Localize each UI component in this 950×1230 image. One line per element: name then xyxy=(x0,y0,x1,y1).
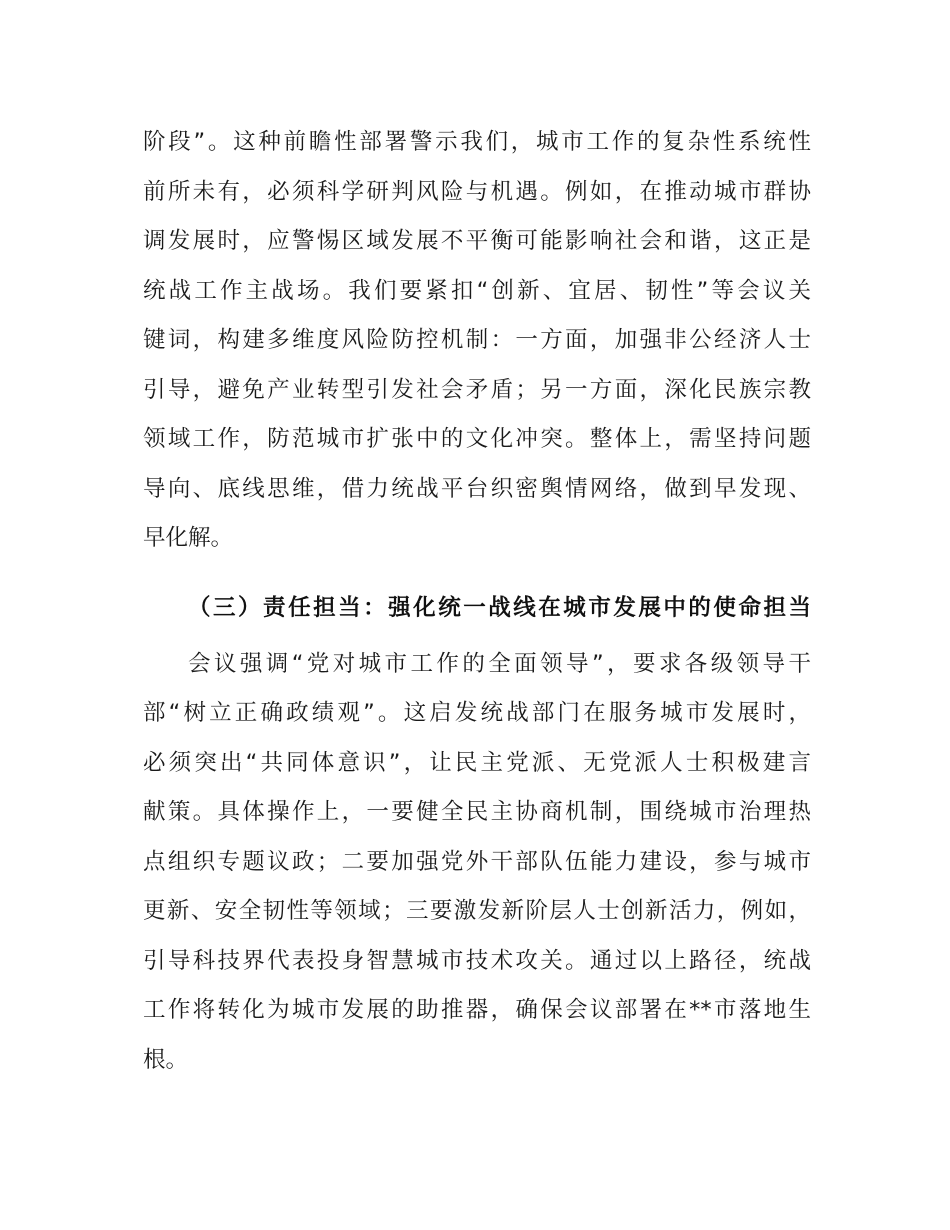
paragraph-line: 引导，避免产业转型引发社会矛盾；另一方面，深化民族宗教 xyxy=(143,376,811,403)
paragraph-line: 领域工作，防范城市扩张中的文化冲突。整体上，需坚持问题 xyxy=(143,426,811,452)
paragraph-line: 献策。具体操作上，一要健全民主协商机制，围绕城市治理热 xyxy=(143,799,811,825)
paragraph-line: 更新、安全韧性等领域；三要激发新阶层人士创新活力，例如， xyxy=(143,898,811,924)
paragraph-line: 早化解。 xyxy=(143,525,234,551)
paragraph-line: 统战工作主战场。我们要紧扣“创新、宜居、韧性”等会议关 xyxy=(143,277,811,304)
paragraph-line: 工作将转化为城市发展的助推器，确保会议部署在**市落地生 xyxy=(143,997,811,1023)
paragraph-line: 会议强调“党对城市工作的全面领导”，要求各级领导干 xyxy=(188,650,811,677)
paragraph-line: 点组织专题议政；二要加强党外干部队伍能力建设，参与城市 xyxy=(143,848,811,875)
paragraph-line: 阶段”。这种前瞻性部署警示我们，城市工作的复杂性系统性 xyxy=(143,129,811,155)
paragraph-responsibility xyxy=(143,640,811,1086)
document-body xyxy=(143,118,811,1085)
paragraph-line: 必须突出“共同体意识”，让民主党派、无党派人士积极建言 xyxy=(143,749,811,776)
paragraph-line: 前所未有，必须科学研判风险与机遇。例如，在推动城市群协 xyxy=(143,178,811,205)
paragraph-risk-prevention xyxy=(143,118,811,564)
paragraph-line: 根。 xyxy=(143,1046,189,1073)
paragraph-line: 调发展时，应警惕区域发展不平衡可能影响社会和谐，这正是 xyxy=(143,228,811,254)
paragraph-line: 导向、底线思维，借力统战平台织密舆情网络，做到早发现、 xyxy=(143,475,811,502)
paragraph-line: 部“树立正确政绩观”。这启发统战部门在服务城市发展时， xyxy=(143,700,811,726)
paragraph-line: 引导科技界代表投身智慧城市技术攻关。通过以上路径，统战 xyxy=(143,947,811,974)
section-heading: （三）责任担当：强化统一战线在城市发展中的使命担当 xyxy=(188,594,811,621)
paragraph-line: 键词，构建多维度风险防控机制：一方面，加强非公经济人士 xyxy=(143,327,811,353)
